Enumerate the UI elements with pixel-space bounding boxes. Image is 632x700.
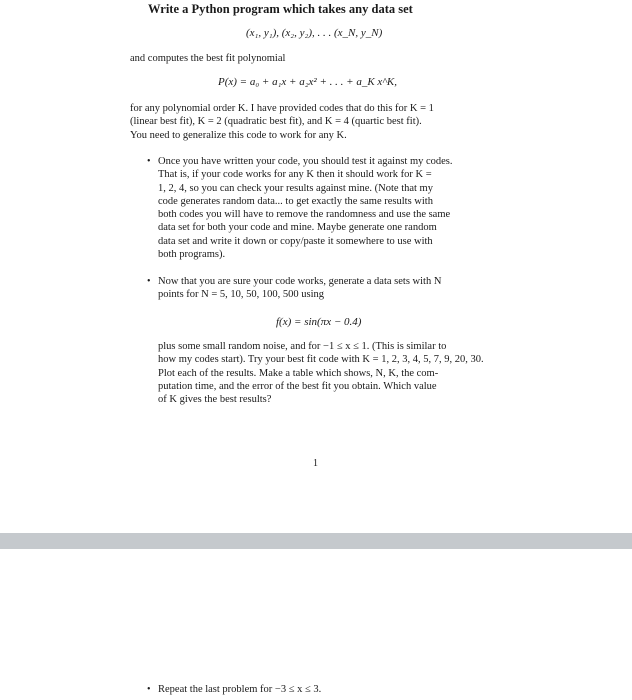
bullet-generate-text bbox=[158, 275, 441, 302]
bullet-line: how my codes start). Try your best fit code with K = 1, 2, 3, 4, 5, 7, 9, 20, 30. bbox=[158, 354, 484, 366]
problem-title: Write a Python program which takes any data set bbox=[148, 2, 413, 16]
bullet-generate-continued bbox=[158, 340, 484, 406]
bullet-testing-text bbox=[158, 155, 453, 261]
function-formula: f(x) = sin(πx − 0.4) bbox=[276, 316, 362, 328]
paragraph-line: You need to generalize this code to work for any K. bbox=[130, 129, 347, 141]
bullet-line: putation time, and the error of the best fit you obtain. Which value bbox=[158, 380, 437, 392]
bullet-marker: • bbox=[147, 156, 151, 167]
page-divider bbox=[0, 533, 632, 549]
bullet-line: points for N = 5, 10, 50, 100, 500 using bbox=[158, 289, 325, 301]
bullet-line: both programs). bbox=[158, 249, 226, 261]
description-paragraph bbox=[130, 102, 434, 142]
bullet-line: plus some small random noise, and for −1 ≤ x ≤ 1. (This is similar to bbox=[158, 341, 447, 352]
bullet-line: data set for both your code and mine. Maybe generate one random bbox=[158, 222, 437, 234]
bullet-marker: • bbox=[147, 276, 151, 287]
bullet-line: code generates random data... to get exactly the same results with bbox=[158, 195, 433, 207]
paragraph-line: for any polynomial order K. I have provided codes that do this for K = 1 bbox=[130, 103, 434, 114]
bullet-line: Now that you are sure your code works, generate a data sets with N bbox=[158, 276, 442, 287]
bullet-repeat-text: Repeat the last problem for −3 ≤ x ≤ 3. bbox=[158, 684, 322, 695]
bullet-line: That is, if your code works for any K then it should work for K = bbox=[158, 169, 432, 181]
intro-text: and computes the best fit polynomial bbox=[130, 53, 286, 64]
bullet-line: of K gives the best results? bbox=[158, 394, 272, 406]
bullet-line: Once you have written your code, you should test it against my codes. bbox=[158, 156, 453, 167]
bullet-line: both codes you will have to remove the randomness and use the same bbox=[158, 209, 451, 221]
bullet-line: Plot each of the results. Make a table which shows, N, K, the com- bbox=[158, 367, 439, 379]
paragraph-line: (linear best fit), K = 2 (quadratic best fit), and K = 4 (quartic best fit). bbox=[130, 116, 422, 128]
bullet-line: 1, 2, 4, so you can check your results against mine. (Note that my bbox=[158, 182, 433, 194]
page-number: 1 bbox=[313, 458, 318, 469]
bullet-marker: • bbox=[147, 684, 151, 695]
polynomial-formula: P(x) = a₀ + a₁x + a₂x² + . . . + a_K x^K, bbox=[218, 76, 398, 88]
data-set-formula: (x₁, y₁), (x₂, y₂), . . . (x_N, y_N) bbox=[246, 27, 383, 39]
bullet-line: data set and write it down or copy/paste it somewhere to use with bbox=[158, 235, 433, 247]
